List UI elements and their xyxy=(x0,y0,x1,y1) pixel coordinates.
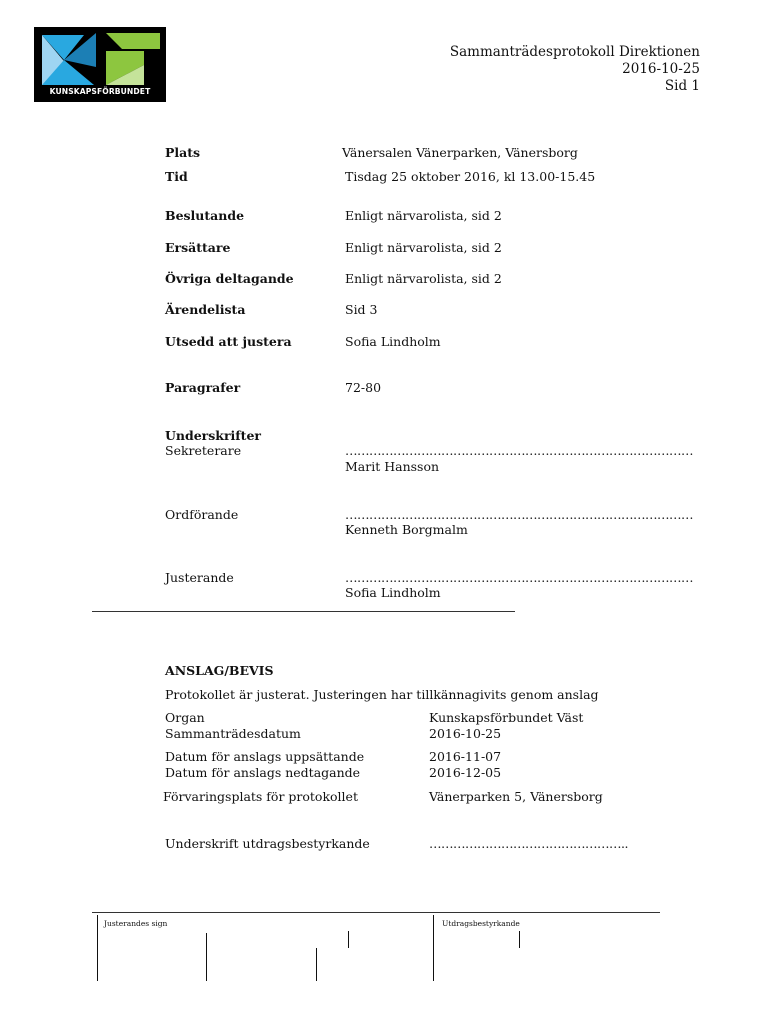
signature-name-ordforande: Kenneth Borgmalm xyxy=(345,522,468,537)
signature-line-justerande: …………………………………………………………………………… xyxy=(345,570,693,585)
kunskapsforbundet-logo xyxy=(34,27,166,102)
info-value-tid: Tisdag 25 oktober 2016, kl 13.00-15.45 xyxy=(345,169,596,184)
anslag-value-uppsattande: 2016-11-07 xyxy=(429,749,502,764)
footer-divider xyxy=(92,912,660,913)
anslag-value-nedtagande: 2016-12-05 xyxy=(429,765,502,780)
page-number: Sid 1 xyxy=(664,78,700,94)
info-label-justera: Utsedd att justera xyxy=(165,334,292,349)
anslag-label-sammantradesdatum: Sammanträdesdatum xyxy=(165,726,301,741)
info-value-ovriga: Enligt närvarolista, sid 2 xyxy=(345,271,502,286)
document-date: 2016-10-25 xyxy=(622,61,700,77)
anslag-intro: Protokollet är justerat. Justeringen har tillkännagivits genom anslag xyxy=(165,687,599,702)
info-value-arendelista: Sid 3 xyxy=(345,302,378,317)
anslag-value-organ: Kunskapsförbundet Väst xyxy=(429,710,584,725)
signature-role-justerande: Justerande xyxy=(165,570,234,585)
footer-vline-6 xyxy=(519,931,520,948)
anslag-label-uppsattande: Datum för anslags uppsättande xyxy=(165,749,365,764)
signatures-heading: Underskrifter xyxy=(165,428,261,443)
signature-line-ordforande: …………………………………………………………………………… xyxy=(345,507,693,522)
info-label-ersattare: Ersättare xyxy=(165,240,231,255)
signature-name-justerande: Sofia Lindholm xyxy=(345,585,441,600)
anslag-label-forvaringsplats: Förvaringsplats för protokollet xyxy=(163,789,358,804)
footer-vline-2 xyxy=(206,933,207,981)
signature-role-ordforande: Ordförande xyxy=(165,507,239,522)
info-value-ersattare: Enligt närvarolista, sid 2 xyxy=(345,240,502,255)
signature-name-sekreterare: Marit Hansson xyxy=(345,459,440,474)
footer-vline-3 xyxy=(316,948,317,981)
info-label-arendelista: Ärendelista xyxy=(165,302,246,317)
footer-label-justerandes-sign: Justerandes sign xyxy=(104,919,168,928)
footer-vline-4 xyxy=(348,931,349,948)
anslag-label-nedtagande: Datum för anslags nedtagande xyxy=(165,765,361,780)
info-label-paragrafer: Paragrafer xyxy=(165,380,241,395)
info-value-beslutande: Enligt närvarolista, sid 2 xyxy=(345,208,502,223)
anslag-heading: ANSLAG/BEVIS xyxy=(165,663,274,678)
section-divider xyxy=(92,611,515,612)
signature-role-sekreterare: Sekreterare xyxy=(165,443,242,458)
info-label-beslutande: Beslutande xyxy=(165,208,245,223)
info-label-tid: Tid xyxy=(165,169,188,184)
info-value-paragrafer: 72-80 xyxy=(345,380,382,395)
anslag-value-forvaringsplats: Vänerparken 5, Vänersborg xyxy=(429,789,603,804)
footer-vline-5 xyxy=(433,915,434,981)
footer-vline-left xyxy=(97,915,98,981)
certifier-label: Underskrift utdragsbestyrkande xyxy=(165,836,370,851)
anslag-value-sammantradesdatum: 2016-10-25 xyxy=(429,726,502,741)
document-title: Sammanträdesprotokoll Direktionen xyxy=(449,44,700,60)
info-label-plats: Plats xyxy=(165,145,201,160)
logo-mark-icon xyxy=(34,27,166,87)
anslag-label-organ: Organ xyxy=(165,710,205,725)
logo-wordmark: KUNSKAPSFÖRBUNDET xyxy=(49,87,151,96)
certifier-signature-line: ………………………………………….. xyxy=(429,836,628,851)
signature-line-sekreterare: …………………………………………………………………………… xyxy=(345,443,693,458)
info-label-ovriga: Övriga deltagande xyxy=(165,271,294,286)
info-value-justera: Sofia Lindholm xyxy=(345,334,441,349)
logo-f-top-bar xyxy=(106,33,160,49)
info-value-plats: Vänersalen Vänerparken, Vänersborg xyxy=(342,145,578,160)
footer-label-utdragsbestyrkande: Utdragsbestyrkande xyxy=(442,919,520,928)
